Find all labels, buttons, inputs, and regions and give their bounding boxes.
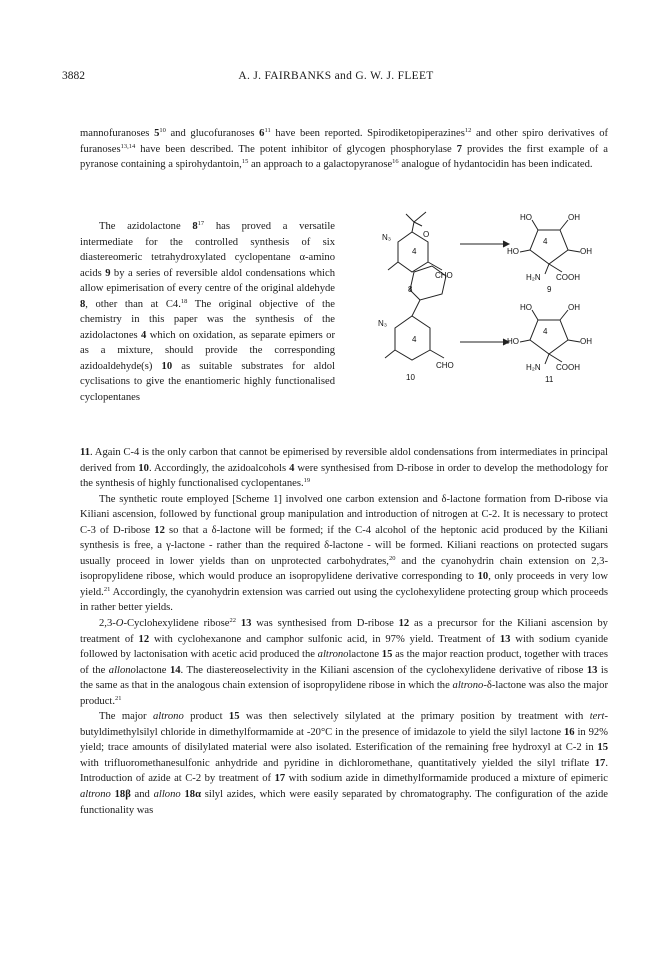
paragraph-3: The synthetic route employed [Scheme 1] involved one carbon extension and δ-lactone formation from D-ribose via Kiliani ascension, followed by functional group manipulation and introduction of nitrogen at C-2. It is necessary to protect C-3 of D-ribose 12 so that a δ-lactone will be formed; if the C-4 alcohol of the heptonic acid produced by the Kiliani synthesis is free, a γ-lactone - rather than the required δ-lactone - will be formed. Kiliani reactions on protected sugars usually proceed in lower yields than on unprotected carbohydrates,$^{20}$ and the cyanohydrin chain extension on 2,3-isopropylidene ribose, which would produce an isopropylidene derivative corresponding to 10, only proceeds in very low yield.$^{21}$ Accordingly, the cyanohydrin extension was carried out using the cyclohexylidene protecting group which proceeds in rather better yields. — [80, 493, 609, 614]
reference-citation: 13,14 — [120, 142, 136, 150]
label-h2n-9: H₂N — [526, 273, 541, 282]
running-title: A. J. FAIRBANKS and G. W. J. FLEET — [238, 70, 434, 82]
reference-citation: 21 — [115, 694, 122, 702]
compound-number: 9 — [105, 267, 111, 279]
compound-number: 10 — [138, 462, 149, 474]
reference-citation: 21 — [103, 585, 111, 593]
reference-citation: 12 — [464, 127, 472, 134]
label-4-10: 4 — [412, 335, 417, 344]
reference-citation: 11 — [264, 127, 271, 134]
paragraph-2-left-column — [80, 219, 335, 406]
italic-term: altrono — [452, 680, 484, 692]
compound-number: 17 — [274, 773, 286, 785]
body-continued — [80, 445, 608, 818]
compound-number: 17 — [594, 757, 606, 769]
compound-number: 12 — [398, 618, 410, 630]
italic-term: allono — [108, 664, 136, 676]
reference-citation: 18 — [180, 297, 188, 305]
reference-citation: 17 — [197, 220, 205, 227]
label-o-8: O — [423, 230, 430, 239]
compound-number: 11 — [80, 447, 91, 458]
page-number: 3882 — [62, 70, 85, 82]
isopropylidene-8 — [406, 212, 426, 232]
paragraph-2-continued: 11. Again C-4 is the only carbon that cannot be epimerised by reversible aldol condensations from intermediates in principal derived from 10. Accordingly, the azidoalcohols 4 were synthesised from D-ribose in order to develop the methodology for the synthesis of highly functionalised cyclopentanes.$^{19}$ — [80, 447, 609, 490]
compound-number: 5 — [154, 128, 160, 139]
compound-number: 8 — [192, 221, 198, 232]
compound-number: 4 — [289, 462, 295, 474]
compound-number: 12 — [154, 524, 165, 536]
label-oh-9: OH — [568, 213, 580, 222]
label-h2n-11: H₂N — [526, 363, 541, 372]
paragraph-4: 2,3-O-Cyclohexylidene ribose$^{22}$ 13 was synthesised from D-ribose 12 as a precursor for the Kiliani ascension by treatment of 12 with cyclohexanone and camphor sulfonic acid, in 97% yield. Treatment of 13 with sodium cyanide followed by lactonisation with acetic acid produced the altronolactone 15 as the major reaction product, together with traces of the allonolactone 14. The diastereoselectivity in the Kiliani ascension of the cyclohexylidene derivative of ribose 13 is the same as that in the analogous chain extension of isopropylidene ribose in which the altrono-δ-lactone was also the major product.$^{21}$ — [80, 617, 608, 707]
label-cho-8: CHO — [435, 271, 453, 280]
cyclopentane-11 — [530, 320, 568, 354]
italic-term: allono — [153, 789, 181, 801]
compound-number: 4 — [141, 329, 147, 341]
paragraph-1-text: mannofuranoses $5^{10}$ and glucofuranoses $6^{11}$ have been reported. Spirodiketopiperazines$^{12}$ and other spiro derivatives of furanoses$^{13,14}$ have been described. The potent inhibitor of glycogen phosphorylase 7 provides the first example of a pyranose containing a spirohydantoin,$^{15}$ an approach to a galactopyranose$^{16}$ analogue of hydantocidin has been indicated. — [80, 127, 609, 171]
label-ho-9: HO — [520, 213, 532, 222]
reference-citation: 20 — [388, 554, 396, 562]
label-oh2-11: OH — [580, 337, 592, 346]
compound-number: 13 — [586, 664, 598, 676]
reference-citation: 10 — [159, 127, 166, 134]
compound-number: 18β — [114, 789, 131, 801]
page-header — [0, 70, 672, 86]
label-cooh-11: COOH — [556, 363, 580, 372]
compound-number: 15 — [597, 742, 608, 754]
italic-term: altrono — [317, 649, 349, 661]
compound-number: 16 — [563, 726, 575, 738]
compound-number: 15 — [228, 711, 240, 723]
label-cho-10: CHO — [436, 361, 454, 370]
reference-citation: 15 — [241, 158, 249, 166]
compound-number: 13 — [499, 633, 511, 645]
spiro-bond-10 — [412, 300, 420, 316]
compound-number: 18α — [184, 789, 201, 801]
scheme-drawing — [340, 200, 608, 440]
compound-number: 10 — [477, 571, 489, 583]
italic-term: O — [115, 618, 124, 630]
cyclopentane-9 — [530, 230, 568, 264]
label-ho2-11: HO — [507, 337, 519, 346]
compound-number: 14 — [169, 664, 181, 676]
compound-number: 13 — [240, 618, 252, 630]
label-4-9: 4 — [543, 237, 548, 246]
paragraph-2-left-text: The azidolactone $8^{17}$ has proved a versatile intermediate for the controlled synthesis of six diastereomeric tetrahydroxylated cyclopentane α-amino acids 9 by a series of reversible aldol condensations which allow epimerisation of every centre of the original aldehyde 8, other than at C4.18 The original objective of the chemistry in this paper was the synthesis of the azidolactones 4 which on oxidation, as separate epimers or as a mixture, should provide the corresponding azidoaldehyde(s) 10 as suitable substrates for aldol cyclisations to give the enantiomeric highly functionalised cyclopentanes — [80, 220, 335, 404]
label-cmpd-9: 9 — [547, 285, 552, 294]
reference-citation: 22 — [229, 617, 236, 625]
reference-citation: 16 — [392, 158, 399, 166]
italic-term: tert — [589, 711, 605, 723]
label-ho2-9: HO — [507, 247, 519, 256]
compound-number: 15 — [381, 649, 393, 661]
label-cooh-9: COOH — [556, 273, 580, 282]
compound-number: 12 — [138, 633, 150, 645]
carbonyl-8 — [388, 262, 398, 270]
compound-number: 10 — [161, 360, 173, 372]
label-ho-11: HO — [520, 303, 532, 312]
label-n3-8: N₃ — [382, 233, 392, 242]
label-cmpd-10: 10 — [406, 373, 415, 382]
compound-number: 8 — [80, 298, 86, 310]
italic-term: altrono — [152, 711, 184, 723]
reference-citation: 19 — [303, 477, 311, 485]
label-4-11: 4 — [543, 327, 548, 336]
cho-bond-8 — [428, 262, 442, 270]
reaction-scheme — [340, 200, 608, 440]
compound-number: 6 — [259, 128, 265, 139]
label-oh-11: OH — [568, 303, 580, 312]
label-4-8: 4 — [412, 247, 417, 256]
label-oh2-9: OH — [580, 247, 592, 256]
label-n3-10: N₃ — [378, 319, 388, 328]
paragraph-1 — [80, 126, 608, 173]
italic-term: altrono — [80, 789, 111, 801]
paragraph-5: The major altrono product 15 was then selectively silylated at the primary position by treatment with tert-butyldimethylsilyl chloride in dimethylformamide at -20°C in the presence of imidazole to yield the silyl lactone 16 in 92% yield; trace amounts of disilylated material were also isolated. Esterification of the remaining free hydroxyl at C-2 in 15 with trifluoromethanesulfonic anhydride and pyridine in dichloromethane, quantitatively yielded the silyl triflate 17. Introduction of azide at C-2 by treatment of 17 with sodium azide in dimethylformamide produced a mixture of epimeric altrono 18β and allono 18α silyl azides, which were easily separated by chromatography. The configuration of the azide functionality was — [80, 711, 609, 816]
label-cmpd-11: 11 — [545, 375, 554, 384]
label-cmpd-8: 8 — [408, 285, 413, 294]
compound-number: 7 — [456, 143, 463, 155]
